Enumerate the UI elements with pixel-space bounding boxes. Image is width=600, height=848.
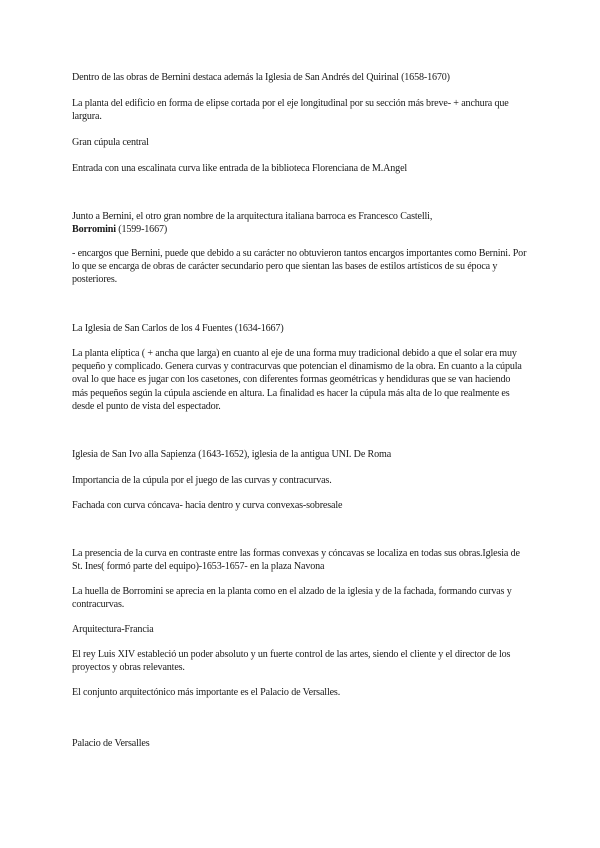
paragraph-fachada-curva: Fachada con curva cóncava- hacia dentro y curva convexas-sobresale	[72, 500, 343, 511]
paragraph-planta-elipse: La planta del edificio en forma de elipse cortada por el eje longitudinal por su sección más breve- + anchura que largura.	[72, 98, 509, 123]
paragraph-importancia-cupula: Importancia de la cúpula por el juego de las curvas y contracurvas.	[72, 475, 332, 486]
paragraph-planta-eliptica: La planta elíptica ( + ancha que larga) en cuanto al eje de una forma muy tradicional debido a que el solar era muy pequeño y complicado. Genera curvas y contracurvas que potencian el dinamismo de la obra. En cuanto a la cúpula oval lo que hace es jugar con los casetones, con diferentes formas geométricas y hendiduras que se van haciendo más pequeños según la cúpula asciende en altura. La finalidad es hacer la cúpula más alta de lo que realmente es desde el punto de vista del espectador.	[72, 348, 522, 412]
paragraph-palacio-versalles: Palacio de Versalles	[72, 738, 150, 749]
paragraph-san-ivo: Iglesia de San Ivo alla Sapienza (1643-1652), iglesia de la antigua UNI. De Roma	[72, 449, 392, 460]
paragraph-san-carlos: La Iglesia de San Carlos de los 4 Fuentes (1634-1667)	[72, 323, 284, 334]
paragraph-borromini-intro	[72, 210, 528, 236]
borromini-name: Borromini	[72, 224, 116, 236]
paragraph-arquitectura-francia: Arquitectura-Francia	[72, 624, 154, 635]
paragraph-luis-xiv: El rey Luis XIV estableció un poder absoluto y un fuerte control de las artes, siendo el cliente y el director de los proyectos y obras relevantes.	[72, 649, 511, 674]
paragraph-san-andres: Dentro de las obras de Bernini destaca además la Iglesia de San Andrés del Quirinal (1658-1670)	[72, 72, 450, 83]
borromini-dates: (1599-1667)	[115, 224, 168, 236]
paragraph-presencia-curva: La presencia de la curva en contraste entre las formas convexas y cóncavas se localiza en todas sus obras.Iglesia de St. Ines( formó parte del equipo)-1653-1657- en la plaza Navona	[72, 548, 520, 573]
paragraph-entrada-escalinata: Entrada con una escalinata curva like entrada de la biblioteca Florenciana de M.Angel	[72, 163, 408, 174]
paragraph-gran-cupula: Gran cúpula central	[72, 137, 149, 148]
paragraph-encargos: - encargos que Bernini, puede que debido a su carácter no obtuvieron tantos encargos importantes como Bernini. Por lo que se encarga de obras de carácter secundario pero que sientan las bases de estilos artísticos de su época y posteriores.	[72, 248, 527, 286]
paragraph-huella-borromini: La huella de Borromini se aprecia en la planta como en el alzado de la iglesia y de la fachada, formando curvas y contracurvas.	[72, 586, 512, 611]
borromini-intro-text: Junto a Bernini, el otro gran nombre de la arquitectura italiana barroca es Francesco Castelli,	[72, 211, 433, 222]
paragraph-conjunto-versalles: El conjunto arquitectónico más importante es el Palacio de Versalles.	[72, 687, 341, 698]
